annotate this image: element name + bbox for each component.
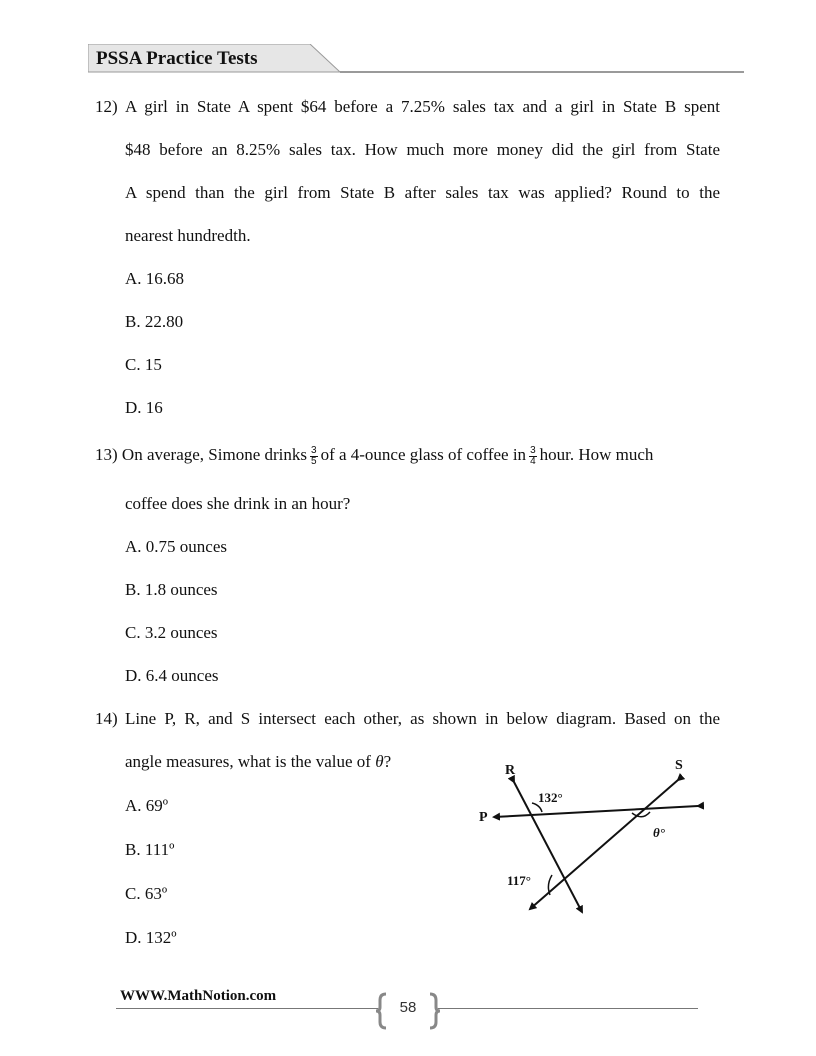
question-13-option-a[interactable]: A. 0.75 ounces: [125, 537, 227, 556]
question-13-text-b: of a 4-ounce glass of coffee in: [320, 445, 527, 464]
footer-url[interactable]: WWW.MathNotion.com: [120, 988, 277, 1004]
question-13-line-1: [95, 440, 653, 470]
question-13-number: 13): [95, 445, 118, 464]
label-r: R: [505, 763, 516, 778]
question-14-line-2-end: ?: [383, 752, 392, 771]
question-13-text-a: On average, Simone drinks: [121, 445, 307, 464]
question-14-option-a[interactable]: A. 69º: [125, 796, 169, 815]
question-14-option-b[interactable]: B. 111º: [125, 840, 175, 859]
question-14-line-2: [125, 752, 391, 772]
line-p: [494, 806, 698, 817]
question-13-option-d[interactable]: D. 6.4 ounces: [125, 666, 219, 685]
angle-label-132: 132°: [538, 790, 563, 805]
question-13-option-c[interactable]: C. 3.2 ounces: [125, 623, 218, 642]
question-13-option-b[interactable]: B. 1.8 ounces: [125, 580, 218, 599]
page-number: 58: [399, 999, 417, 1016]
question-12-option-d[interactable]: D. 16: [125, 398, 163, 417]
angle-label-117: 117°: [507, 873, 531, 888]
question-13-text-c: hour. How much: [539, 445, 654, 464]
theta-variable: θ: [375, 752, 384, 771]
fraction-1-numerator: 3: [311, 444, 317, 456]
question-12-line-2: $48 before an 8.25% sales tax. How much more money did the girl from State: [125, 140, 720, 159]
question-12-option-a[interactable]: A. 16.68: [125, 269, 185, 288]
question-12-option-b[interactable]: B. 22.80: [125, 312, 184, 331]
question-12-option-c[interactable]: C. 15: [125, 355, 162, 374]
fraction-three-fourths: [529, 446, 537, 467]
label-p: P: [479, 810, 488, 825]
question-14-option-d[interactable]: D. 132º: [125, 928, 177, 947]
lines-svg: [470, 755, 710, 920]
question-13-line-2: coffee does she drink in an hour?: [125, 494, 351, 513]
footer-line-right: [438, 1008, 698, 1009]
fraction-1-denominator: 5: [311, 455, 317, 467]
fraction-2-numerator: 3: [530, 444, 536, 456]
question-12-line-4: nearest hundredth.: [125, 226, 251, 245]
footer-line-left: [116, 1008, 378, 1009]
page-header: [88, 44, 744, 74]
question-14-line-2-text: angle measures, what is the value of: [125, 752, 371, 771]
question-14-option-c[interactable]: C. 63º: [125, 884, 168, 903]
header-title: PSSA Practice Tests: [96, 48, 258, 69]
question-14-number: 14): [95, 709, 118, 728]
question-12-line-1: A girl in State A spent $64 before a 7.25% sales tax and a girl in State B spent: [125, 97, 720, 116]
question-12-line-3: A spend than the girl from State B after sales tax was applied? Round to the: [125, 183, 720, 202]
question-14-line-1: Line P, R, and S intersect each other, as shown in below diagram. Based on the: [125, 709, 720, 728]
question-12-number: 12): [95, 97, 118, 116]
angle-label-theta: θ°: [653, 825, 665, 840]
fraction-2-denominator: 4: [530, 455, 536, 467]
intersecting-lines-diagram: [470, 755, 710, 920]
label-s: S: [675, 758, 683, 773]
fraction-three-fifths: [310, 446, 318, 467]
